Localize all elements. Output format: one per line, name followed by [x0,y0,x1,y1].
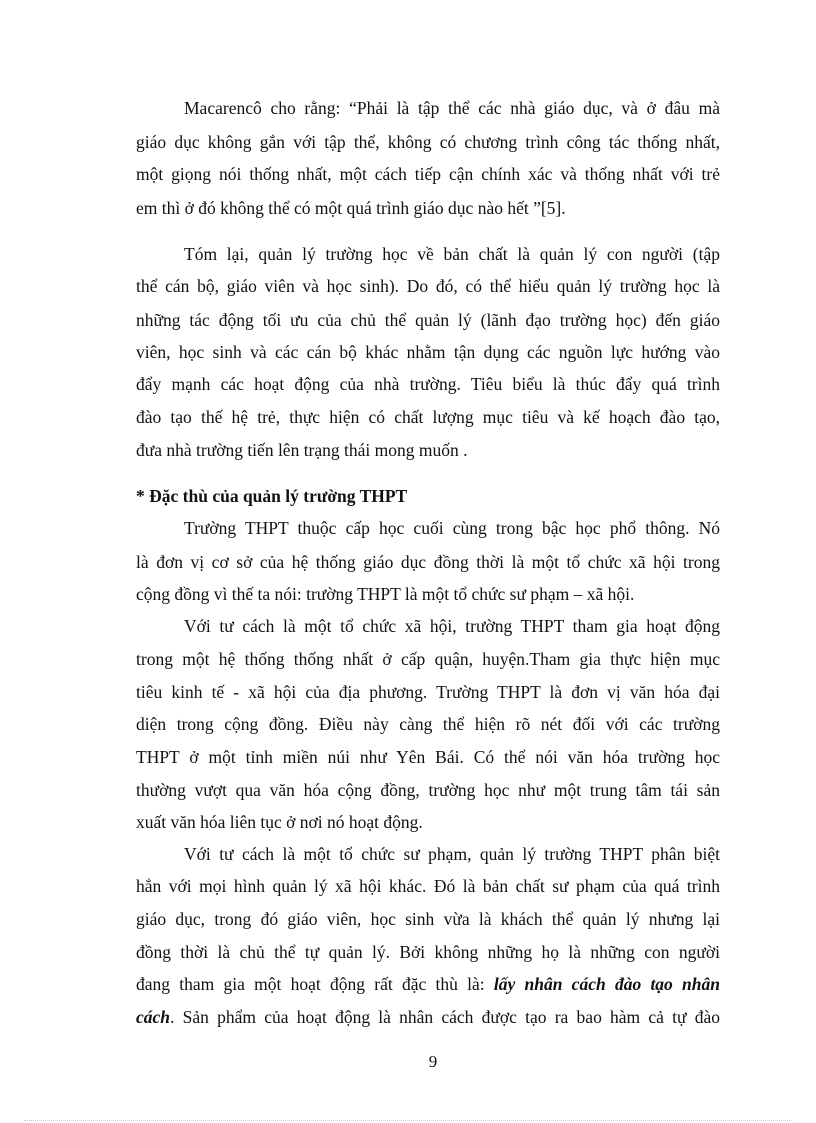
paragraph-1-line-4: em thì ở đó không thể có một quá trình giáo dục nào hết ”[5]. [136,198,566,218]
paragraph-5-line-3: giáo dục, trong đó giáo viên, học sinh vừa là khách thể quản lý nhưng lại [136,909,720,929]
paragraph-1-line-3: một giọng nói thống nhất, một cách tiếp cận chính xác và thống nhất với trẻ [136,164,720,184]
paragraph-1-line-1: Macarencô cho rằng: “Phải là tập thể các nhà giáo dục, và ở đâu mà [184,98,720,118]
paragraph-5-line-5 [136,972,720,996]
paragraph-4-line-2: trong một hệ thống thống nhất ở cấp quận, huyện.Tham gia thực hiện mục [136,649,720,669]
paragraph-4-line-4: diện trong cộng đồng. Điều này càng thể hiện rõ nét đối với các trường [136,714,720,734]
paragraph-2-line-6: đào tạo thế hệ trẻ, thực hiện có chất lượng mục tiêu và kế hoạch đào tạo, [136,407,720,427]
paragraph-2-line-2: thể cán bộ, giáo viên và học sinh). Do đó, có thể hiểu quản lý trường học là [136,276,720,296]
paragraph-4-line-7: xuất văn hóa liên tục ở nơi nó hoạt động. [136,812,423,832]
page-number: 9 [428,1052,438,1071]
emphasis-phrase-start: lấy nhân cách đào tạo nhân [493,974,720,994]
footer-divider [24,1120,792,1121]
paragraph-2-line-4: viên, học sinh và các cán bộ khác nhằm tận dụng các nguồn lực hướng vào [136,342,720,362]
emphasis-phrase-end: cách [136,1007,171,1027]
paragraph-4-line-3: tiêu kinh tế - xã hội của địa phương. Trường THPT là đơn vị văn hóa đại [136,682,720,702]
paragraph-2-line-1: Tóm lại, quản lý trường học về bản chất là quản lý con người (tập [184,244,720,264]
paragraph-3-line-3: cộng đồng vì thế ta nói: trường THPT là một tổ chức sư phạm – xã hội. [136,584,635,604]
paragraph-4-line-6: thường vượt qua văn hóa cộng đồng, trường học như một trung tâm tái sản [136,780,720,800]
paragraph-5-line-6-text: . Sản phẩm của hoạt động là nhân cách được tạo ra bao hàm cả tự đào [170,1007,720,1027]
paragraph-2-line-7: đưa nhà trường tiến lên trạng thái mong muốn . [136,440,468,460]
paragraph-5-line-5-text: đang tham gia một hoạt động rất đặc thù là: [136,974,485,994]
paragraph-2-line-5: đẩy mạnh các hoạt động của nhà trường. Tiêu biểu là thúc đẩy quá trình [136,374,720,394]
paragraph-5-line-1: Với tư cách là một tổ chức sư phạm, quản lý trường THPT phân biệt [184,844,720,864]
section-heading: * Đặc thù của quản lý trường THPT [136,486,408,506]
paragraph-4-line-5: THPT ở một tỉnh miền núi như Yên Bái. Có thể nói văn hóa trường học [136,747,720,767]
paragraph-3-line-2: là đơn vị cơ sở của hệ thống giáo dục đồng thời là một tổ chức xã hội trong [136,552,720,572]
paragraph-2-line-3: những tác động tối ưu của chủ thể quản lý (lãnh đạo trường học) đến giáo [136,310,720,330]
paragraph-3-line-1: Trường THPT thuộc cấp học cuối cùng trong bậc học phổ thông. Nó [184,518,720,538]
paragraph-4-line-1: Với tư cách là một tổ chức xã hội, trường THPT tham gia hoạt động [184,616,720,636]
paragraph-1-line-2: giáo dục không gắn với tập thể, không có chương trình công tác thống nhất, [136,132,720,152]
paragraph-5-line-2: hẳn với mọi hình quản lý xã hội khác. Đó là bản chất sư phạm của quá trình [136,876,720,896]
paragraph-5-line-6 [136,1005,720,1029]
paragraph-5-line-4: đồng thời là chủ thể tự quản lý. Bởi không những họ là những con người [136,942,720,962]
